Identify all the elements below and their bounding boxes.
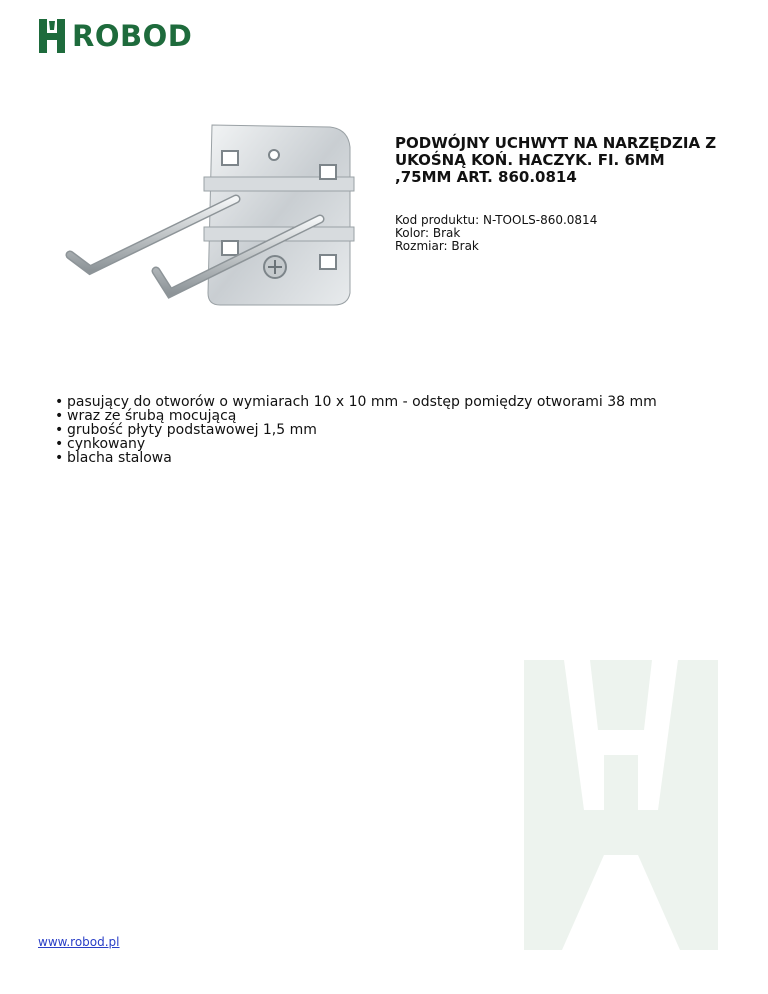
product-meta bbox=[395, 214, 597, 253]
feature-item: • cynkowany bbox=[55, 436, 146, 452]
product-size: Rozmiar: Brak bbox=[395, 239, 479, 253]
feature-item: • wraz ze śrubą mocującą bbox=[55, 408, 237, 424]
brand-logo bbox=[38, 17, 192, 55]
double-hook-holder-image bbox=[50, 115, 360, 325]
product-color: Kolor: Brak bbox=[395, 226, 461, 240]
product-title: PODWÓJNY UCHWYT NA NARZĘDZIA Z UKOŚNĄ KOŃ. HACZYK. FI. 6MM ,75MM ART. 860.0814 bbox=[395, 134, 717, 186]
robod-logo-icon bbox=[38, 17, 66, 55]
feature-item: • pasujący do otworów o wymiarach 10 x 10 mm - odstęp pomiędzy otworami 38 mm bbox=[55, 394, 657, 410]
brand-name: ROBOD bbox=[72, 18, 193, 53]
feature-item: • grubość płyty podstawowej 1,5 mm bbox=[55, 422, 317, 438]
product-code: Kod produktu: N-TOOLS-860.0814 bbox=[395, 213, 598, 227]
feature-list bbox=[55, 395, 657, 465]
website-link[interactable]: www.robod.pl bbox=[38, 935, 120, 949]
robod-watermark-icon bbox=[520, 660, 722, 950]
feature-item: • blacha stalowa bbox=[55, 450, 172, 466]
